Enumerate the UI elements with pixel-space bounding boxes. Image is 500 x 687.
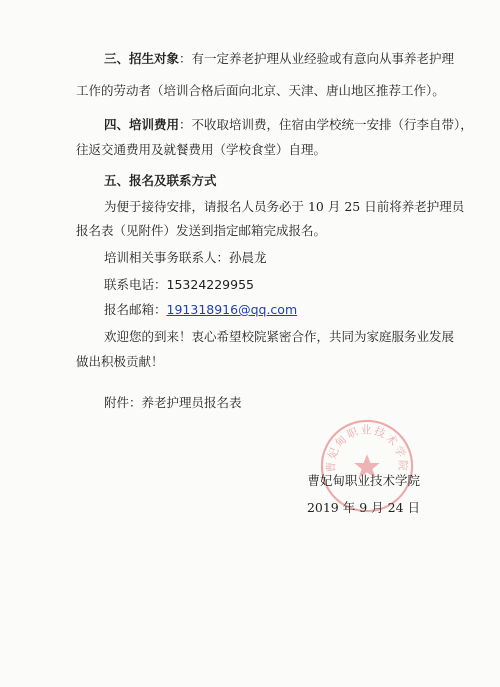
section-3-heading: 三、招生对象 — [104, 51, 180, 66]
signature-org: 曹妃甸职业技术学院 — [307, 473, 420, 488]
section-4-text-1: 不收取培训费，住宿由学校统一安排（行李自带）， — [191, 117, 473, 132]
welcome-line-2: 做出积极贡献！ — [76, 354, 164, 369]
contact-person: 培训相关事务联系人：孙晨龙 — [104, 250, 267, 265]
email-link[interactable]: 191318916@qq.com — [166, 302, 298, 317]
contact-phone-label: 联系电话： — [104, 277, 167, 292]
seal-arc-text: 曹妃甸职业技术学院 — [324, 423, 410, 473]
section-4-line-2: 往返交通费用及就餐费用（学校食堂）自理。 — [76, 142, 327, 157]
section-4-heading: 四、培训费用 — [104, 117, 180, 132]
contact-phone-line — [104, 274, 254, 295]
email-label: 报名邮箱： — [104, 302, 167, 317]
contact-phone-number: 15324229955 — [166, 277, 254, 292]
section-3-line-1 — [104, 48, 454, 69]
section-4-colon: ： — [179, 117, 192, 132]
welcome-line-1: 欢迎您的到来！衷心希望校院紧密合作，共同为家庭服务业发展 — [104, 329, 455, 344]
section-5-line-2: 报名表（见附件）发送到指定邮箱完成报名。 — [76, 223, 327, 238]
section-3-text-1: 有一定养老护理从业经验或有意向从事养老护理 — [191, 51, 455, 66]
section-3-line-2: 工作的劳动者（培训合格后面向北京、天津、唐山地区推荐工作）。 — [76, 83, 445, 98]
section-5-line-1: 为便于接待安排，请报名人员务必于 10 月 25 日前将养老护理员 — [104, 199, 465, 214]
attachment-line: 附件：养老护理员报名表 — [104, 395, 242, 410]
signature-date: 2019 年 9 月 24 日 — [306, 500, 420, 515]
section-3-colon: ： — [179, 51, 192, 66]
section-4-line-1 — [104, 114, 473, 135]
email-line — [104, 299, 297, 320]
section-5-heading: 五、报名及联系方式 — [104, 173, 217, 188]
